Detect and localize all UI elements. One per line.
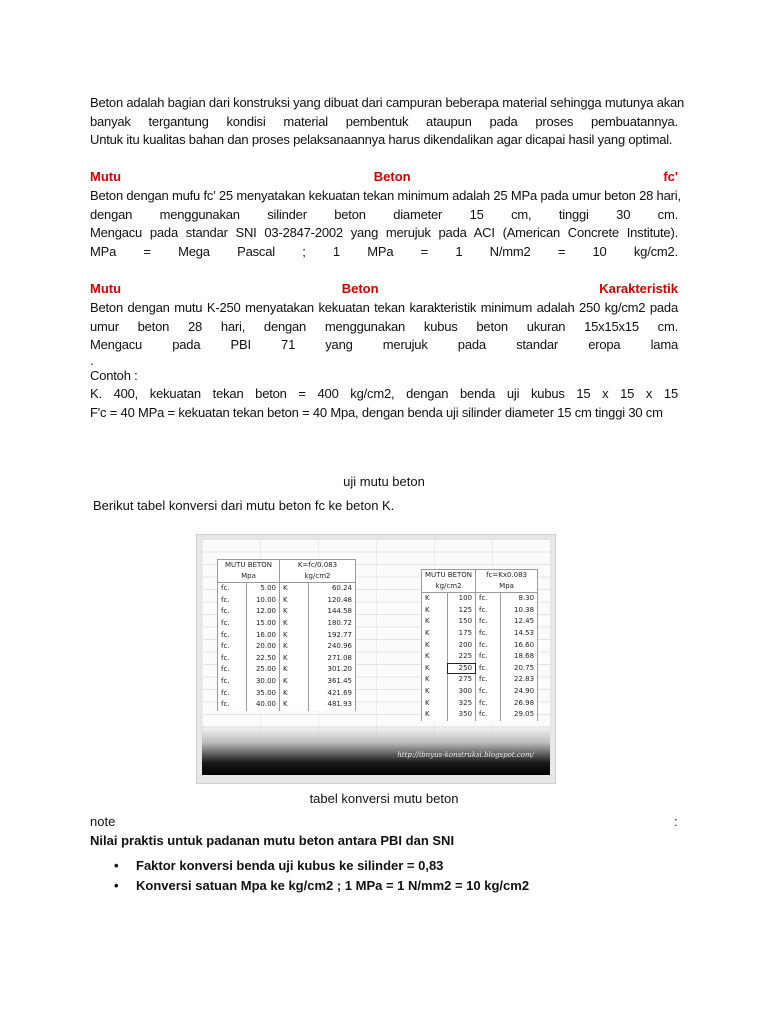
note-colon: : — [674, 814, 678, 829]
table-cell: 275 — [447, 674, 475, 686]
table-cell: K — [422, 616, 448, 628]
table-cell: 20.75 — [501, 663, 538, 675]
table-cell: 125 — [447, 605, 475, 617]
table-cell: fc. — [476, 593, 501, 605]
table-cell: 361.45 — [309, 676, 356, 688]
table-cell: K — [280, 687, 309, 699]
table-body — [422, 593, 538, 721]
table-cell: K — [422, 709, 448, 721]
table-cell: K — [422, 686, 448, 698]
notes-list — [114, 856, 529, 896]
table-cell: 100 — [447, 593, 475, 605]
table-header: Mpa — [476, 581, 538, 593]
table-cell: K — [422, 663, 448, 675]
fc-line: Mengacu pada standar SNI 03-2847-2002 yang merujuk pada ACI (American Concrete Institute). — [90, 225, 678, 240]
table-row — [422, 639, 538, 651]
table-cell: K — [280, 664, 309, 676]
table-cell: K — [422, 697, 448, 709]
fc-paragraph — [90, 187, 681, 261]
table-header: kg/cm2 — [280, 571, 356, 583]
table-row — [422, 709, 538, 721]
table-cell: fc. — [476, 651, 501, 663]
table-cell: K — [422, 639, 448, 651]
table-row — [218, 699, 356, 711]
table-k-to-fc — [421, 569, 538, 721]
table-row — [422, 674, 538, 686]
table-row — [422, 651, 538, 663]
table-cell: fc. — [476, 674, 501, 686]
table-row — [422, 697, 538, 709]
table-cell: K — [422, 674, 448, 686]
table-cell: K — [422, 605, 448, 617]
table-caption: tabel konversi mutu beton — [309, 791, 459, 806]
table-cell: 250 — [447, 663, 475, 675]
table-header: Mpa — [218, 571, 280, 583]
table-cell: 150 — [447, 616, 475, 628]
table-cell: K — [280, 629, 309, 641]
table-header: fc=Kx0.083 — [476, 570, 538, 582]
table-cell: fc. — [476, 663, 501, 675]
table-cell: K — [280, 618, 309, 630]
table-row — [218, 664, 356, 676]
table-cell: 25.00 — [247, 664, 280, 676]
table-cell: 8.30 — [501, 593, 538, 605]
table-cell: 10.38 — [501, 605, 538, 617]
table-intro-text: Berikut tabel konversi dari mutu beton fc ke beton K. — [93, 498, 395, 513]
table-cell: K — [280, 606, 309, 618]
table-cell: K — [280, 641, 309, 653]
table-cell: 300 — [447, 686, 475, 698]
table-cell: fc. — [218, 653, 247, 665]
table-cell: 225 — [447, 651, 475, 663]
heading-mutu-beton-karakteristik: Mutu Beton Karakteristik — [90, 281, 678, 296]
table-row — [218, 606, 356, 618]
table-header: MUTU BETON — [422, 570, 476, 582]
table-cell: fc. — [476, 639, 501, 651]
table-row — [422, 593, 538, 605]
table-cell: 26.98 — [501, 697, 538, 709]
table-row — [218, 629, 356, 641]
table-cell: 180.72 — [309, 618, 356, 630]
k-line: Beton dengan mutu K-250 menyatakan kekuatan tekan karakteristik minimum adalah 250 kg/cm2 pada — [90, 300, 678, 315]
spreadsheet-background — [202, 539, 550, 775]
table-cell: fc. — [218, 595, 247, 607]
list-item: • Faktor konversi benda uji kubus ke silinder = 0,83 — [114, 856, 529, 876]
list-item: • Konversi satuan Mpa ke kg/cm2 ; 1 MPa = 1 N/mm2 = 10 kg/cm2 — [114, 876, 529, 896]
note-label: note — [90, 814, 116, 829]
table-cell: K — [280, 676, 309, 688]
table-cell: fc. — [476, 686, 501, 698]
table-cell: 200 — [447, 639, 475, 651]
table-row — [422, 628, 538, 640]
table-cell: 22.83 — [501, 674, 538, 686]
k-line: . — [90, 352, 94, 368]
table-cell: 18.68 — [501, 651, 538, 663]
k-paragraph — [90, 299, 678, 422]
table-cell: 325 — [447, 697, 475, 709]
table-cell: 60.24 — [309, 583, 356, 595]
table-cell: fc. — [218, 664, 247, 676]
image-caption-top: uji mutu beton — [343, 474, 425, 489]
table-cell: 15.00 — [247, 618, 280, 630]
table-cell: K — [422, 593, 448, 605]
table-cell: 20.00 — [247, 641, 280, 653]
table-row — [422, 686, 538, 698]
fc-line: Beton dengan mufu fc' 25 menyatakan kekuatan tekan minimum adalah 25 MPa pada umur beton 28 hari, — [90, 188, 681, 203]
table-cell: fc. — [476, 616, 501, 628]
table-header: kg/cm2 — [422, 581, 476, 593]
table-cell: fc. — [218, 641, 247, 653]
table-row — [422, 663, 538, 675]
table-cell: 12.00 — [247, 606, 280, 618]
table-cell: 40.00 — [247, 699, 280, 711]
image-dark-band — [202, 725, 550, 775]
table-cell: 301.20 — [309, 664, 356, 676]
table-cell: 350 — [447, 709, 475, 721]
table-body — [218, 583, 356, 711]
watermark-url: http://ibnyus-konstruksi.blogspot.com/ — [397, 751, 534, 759]
intro-paragraph — [90, 94, 685, 150]
table-cell: fc. — [218, 699, 247, 711]
table-cell: 10.00 — [247, 595, 280, 607]
intro-line: Untuk itu kualitas bahan dan proses pelaksanaannya harus dikendalikan agar dicapai hasil yang optimal. — [90, 132, 673, 147]
table-cell: 24.90 — [501, 686, 538, 698]
table-cell: fc. — [476, 709, 501, 721]
table-cell: 30.00 — [247, 676, 280, 688]
table-cell: fc. — [218, 687, 247, 699]
table-cell: 120.48 — [309, 595, 356, 607]
table-row — [422, 605, 538, 617]
intro-line: Beton adalah bagian dari konstruksi yang dibuat dari campuran beberapa material sehingga mutunya akan — [90, 95, 685, 110]
table-row — [218, 676, 356, 688]
table-cell: 240.96 — [309, 641, 356, 653]
conversion-table-image — [196, 534, 556, 784]
table-cell: 16.60 — [501, 639, 538, 651]
fc-line: dengan menggunakan silinder beton diameter 15 cm, tinggi 30 cm. — [90, 206, 678, 222]
table-cell: 144.58 — [309, 606, 356, 618]
table-cell: fc. — [218, 583, 247, 595]
k-line: umur beton 28 hari, dengan menggunakan kubus beton ukuran 15x15x15 cm. — [90, 318, 678, 334]
table-row — [218, 595, 356, 607]
intro-line: banyak tergantung kondisi material pembentuk ataupun pada proses pembuatannya. — [90, 113, 678, 129]
table-cell: 16.00 — [247, 629, 280, 641]
table-cell: 481.93 — [309, 699, 356, 711]
table-cell: 29.05 — [501, 709, 538, 721]
table-cell: K — [280, 595, 309, 607]
table-cell: fc. — [476, 697, 501, 709]
table-row — [218, 583, 356, 595]
k-line: Mengacu pada PBI 71 yang merujuk pada standar eropa lama — [90, 337, 678, 352]
table-cell: fc. — [218, 618, 247, 630]
table-cell: 271.08 — [309, 653, 356, 665]
table-header: MUTU BETON — [218, 560, 280, 572]
table-cell: fc. — [218, 629, 247, 641]
table-cell: K — [422, 628, 448, 640]
table-cell: 12.45 — [501, 616, 538, 628]
example-label: Contoh : — [90, 367, 138, 383]
table-cell: 175 — [447, 628, 475, 640]
table-row — [218, 653, 356, 665]
table-cell: K — [280, 583, 309, 595]
table-cell: 5.00 — [247, 583, 280, 595]
table-cell: 35.00 — [247, 687, 280, 699]
example-line: F'c = 40 MPa = kekuatan tekan beton = 40 Mpa, dengan benda uji silinder diameter 15 cm tinggi 30 cm — [90, 404, 663, 420]
table-cell: K — [280, 653, 309, 665]
table-fc-to-k — [217, 559, 356, 711]
table-row — [218, 618, 356, 630]
note-title: Nilai praktis untuk padanan mutu beton antara PBI dan SNI — [90, 833, 455, 848]
table-row — [422, 616, 538, 628]
table-cell: fc. — [476, 628, 501, 640]
table-header: K=fc/0.083 — [280, 560, 356, 572]
table-cell: 192.77 — [309, 629, 356, 641]
table-cell: K — [422, 651, 448, 663]
table-cell: 22.50 — [247, 653, 280, 665]
table-row — [218, 687, 356, 699]
table-cell: K — [280, 699, 309, 711]
fc-line: MPa = Mega Pascal ; 1 MPa = 1 N/mm2 = 10 kg/cm2. — [90, 243, 678, 259]
example-line: K. 400, kekuatan tekan beton = 400 kg/cm2, dengan benda uji kubus 15 x 15 x 15 — [90, 386, 678, 401]
table-cell: fc. — [218, 606, 247, 618]
heading-mutu-beton-fc: Mutu Beton fc' — [90, 169, 678, 184]
table-cell: 421.69 — [309, 687, 356, 699]
table-row — [218, 641, 356, 653]
table-cell: 14.53 — [501, 628, 538, 640]
table-cell: fc. — [218, 676, 247, 688]
table-cell: fc. — [476, 605, 501, 617]
